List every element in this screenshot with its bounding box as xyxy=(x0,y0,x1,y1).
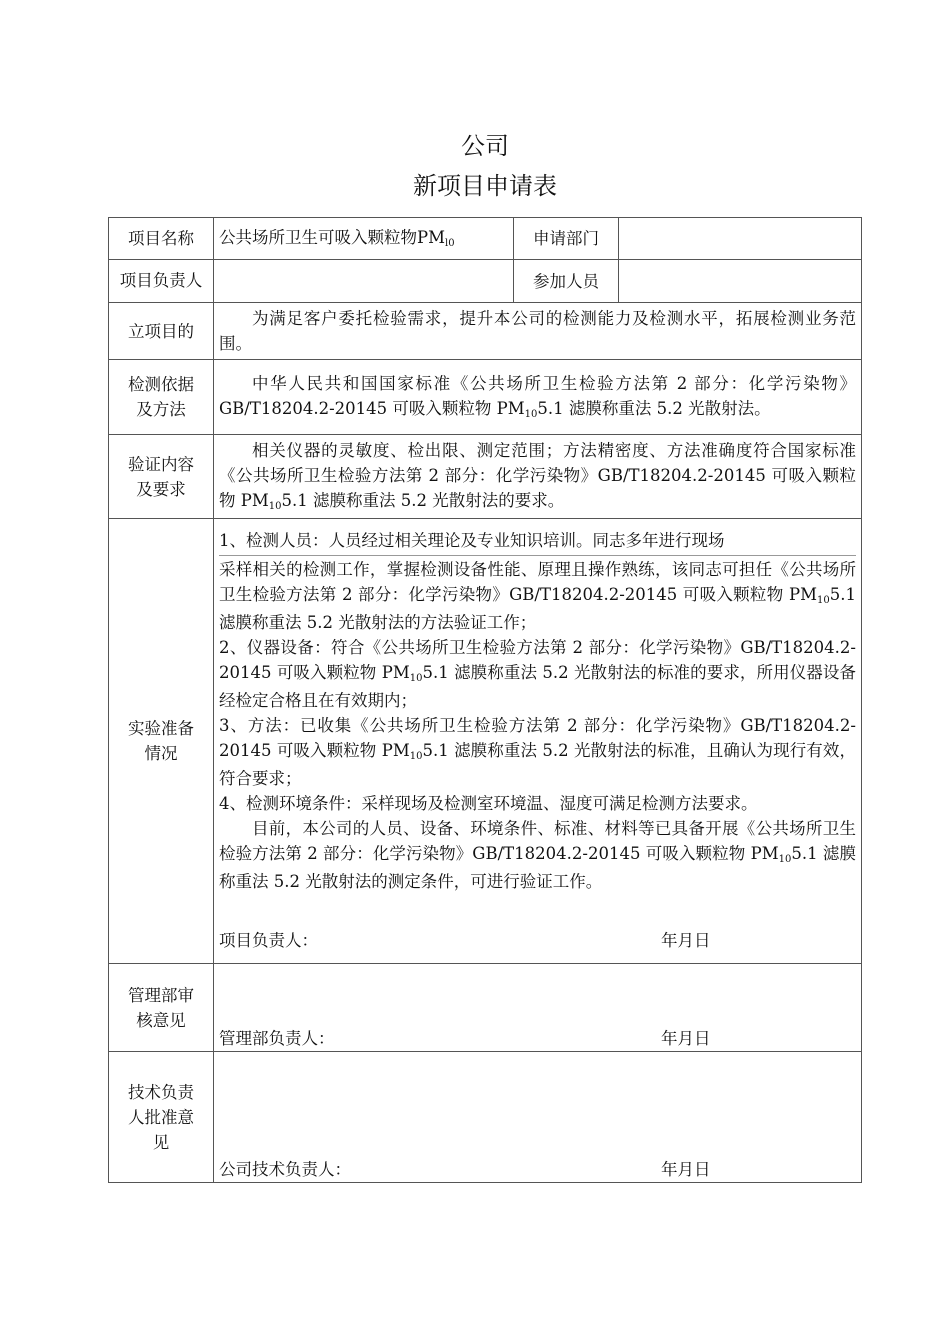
preparation-item3-b: 5.1 滤膜称重法 5.2 光散射法的标准，且确认为现行有效，符合要求； xyxy=(219,741,856,788)
basis-text xyxy=(219,371,856,424)
project-name-label: 项目名称 xyxy=(109,218,214,260)
management-label-line2: 核意见 xyxy=(136,1010,186,1030)
technical-signer-label: 公司技术负责人： xyxy=(219,1160,351,1179)
preparation-item1-rest xyxy=(219,557,856,635)
verification-label-line1: 验证内容 xyxy=(128,454,194,474)
row-purpose xyxy=(109,303,862,360)
technical-label xyxy=(109,1052,214,1183)
preparation-item1-rest-a: 采样相关的检测工作，掌握检测设备性能、原理且操作熟练，该同志可担任《公共场所卫生检验方法第 2 部分：化学污染物》GB/T18204.2-20145 可吸入颗粒物 PM xyxy=(219,560,856,604)
preparation-summary-subscript: 10 xyxy=(778,854,792,865)
management-value[interactable] xyxy=(214,964,862,1052)
project-name-pm: PM xyxy=(417,227,445,247)
basis-label-line2: 及方法 xyxy=(136,400,186,419)
preparation-summary xyxy=(219,816,856,894)
preparation-item2-b: 5.1 滤膜称重法 5.2 光散射法的标准的要求，所用仪器设备经检定合格且在有效期内； xyxy=(219,663,856,710)
preparation-summary-a: 目前，本公司的人员、设备、环境条件、标准、材料等已具备开展《公共场所卫生检验方法第 2 部分：化学污染物》GB/T18204.2-20145 可吸入颗粒物 PM xyxy=(219,819,856,863)
project-leader-label: 项目负责人 xyxy=(109,260,214,303)
application-form-table xyxy=(108,217,862,1183)
project-leader-value[interactable] xyxy=(214,260,514,303)
technical-value[interactable] xyxy=(214,1052,862,1183)
preparation-summary-b: 5.1 滤膜称重法 5.2 光散射法的测定条件，可进行验证工作。 xyxy=(219,844,856,891)
preparation-label-line1: 实验准备 xyxy=(128,719,194,738)
verification-label-line2: 及要求 xyxy=(136,479,186,499)
purpose-label: 立项目的 xyxy=(109,303,214,360)
technical-label-line3: 见 xyxy=(152,1132,170,1152)
preparation-label xyxy=(109,519,214,964)
purpose-value[interactable] xyxy=(214,303,862,360)
row-basis xyxy=(109,360,862,435)
basis-label xyxy=(109,360,214,435)
participants-value[interactable] xyxy=(619,260,862,303)
preparation-item3-a: 3、方法：已收集《公共场所卫生检验方法第 2 部分：化学污染物》GB/T18204.2-20145 可吸入颗粒物 PM xyxy=(219,716,856,760)
verification-subscript: 10 xyxy=(268,500,282,512)
row-management xyxy=(109,964,862,1052)
management-signer-label: 管理部负责人： xyxy=(219,1029,335,1048)
preparation-signer-label: 项目负责人： xyxy=(219,931,318,950)
preparation-value[interactable] xyxy=(214,519,862,964)
basis-subscript: 10 xyxy=(524,408,538,420)
row-preparation xyxy=(109,519,862,964)
dept-label: 申请部门 xyxy=(514,218,619,260)
row-verification xyxy=(109,435,862,519)
company-title: 公司 xyxy=(461,132,509,160)
verification-text-b: 5.1 滤膜称重法 5.2 光散射法的要求。 xyxy=(281,490,565,510)
verification-text xyxy=(219,438,856,516)
technical-signature-line xyxy=(219,1157,856,1182)
row-technical xyxy=(109,1052,862,1183)
preparation-item3-subscript: 10 xyxy=(409,751,423,762)
preparation-item2-a: 2、仪器设备：符合《公共场所卫生检验方法第 2 部分：化学污染物》GB/T18204.2-20145 可吸入颗粒物 PM xyxy=(219,638,856,682)
preparation-item1-subscript: 10 xyxy=(817,595,830,606)
row-project-leader xyxy=(109,260,862,303)
form-title: 新项目申请表 xyxy=(413,172,557,200)
preparation-label-line2: 情况 xyxy=(144,744,178,763)
basis-text-b: 5.1 滤膜称重法 5.2 光散射法。 xyxy=(537,398,771,418)
project-name-subscript: l0 xyxy=(445,237,455,249)
project-name-text: 公共场所卫生可吸入颗粒物 xyxy=(219,227,417,247)
technical-label-line1: 技术负责 xyxy=(128,1082,194,1102)
project-name-value[interactable] xyxy=(214,218,514,260)
preparation-item2 xyxy=(219,635,856,713)
preparation-item1-first: 1、检测人员：人员经过相关理论及专业知识培训。同志多年进行现场 xyxy=(219,531,725,550)
verification-value[interactable] xyxy=(214,435,862,519)
technical-label-line2: 人批准意 xyxy=(128,1107,194,1127)
basis-value[interactable] xyxy=(214,360,862,435)
preparation-item4: 4、检测环境条件：采样现场及检测室环境温、湿度可满足检测方法要求。 xyxy=(219,794,758,813)
preparation-item2-subscript: 10 xyxy=(409,673,423,684)
basis-label-line1: 检测依据 xyxy=(128,375,194,394)
preparation-item3 xyxy=(219,713,856,791)
participants-label: 参加人员 xyxy=(514,260,619,303)
management-date-label: 年月日 xyxy=(661,1029,711,1048)
management-label xyxy=(109,964,214,1052)
basis-text-a: 中华人民共和国国家标准《公共场所卫生检验方法第 2 部分：化学污染物》GB/T18204.2-20145 可吸入颗粒物 PM xyxy=(219,373,856,418)
preparation-item1-rest-b: 5.1 滤膜称重法 5.2 光散射法的方法验证工作； xyxy=(219,585,856,632)
preparation-date-label: 年月日 xyxy=(661,931,711,950)
management-label-line1: 管理部审 xyxy=(128,985,194,1005)
technical-date-label: 年月日 xyxy=(661,1160,711,1179)
dept-value[interactable] xyxy=(619,218,862,260)
management-signature-line xyxy=(219,1026,856,1051)
verification-text-a: 相关仪器的灵敏度、检出限、测定范围；方法精密度、方法准确度符合国家标准《公共场所卫生检验方法第 2 部分：化学污染物》GB/T18204.2-20145 可吸入颗粒物 PM xyxy=(219,440,856,510)
verification-label xyxy=(109,435,214,519)
purpose-text: 为满足客户委托检验需求，提升本公司的检测能力及检测水平，拓展检测业务范围。 xyxy=(219,309,856,353)
row-project-name xyxy=(109,218,862,260)
preparation-signature-line xyxy=(219,928,856,953)
